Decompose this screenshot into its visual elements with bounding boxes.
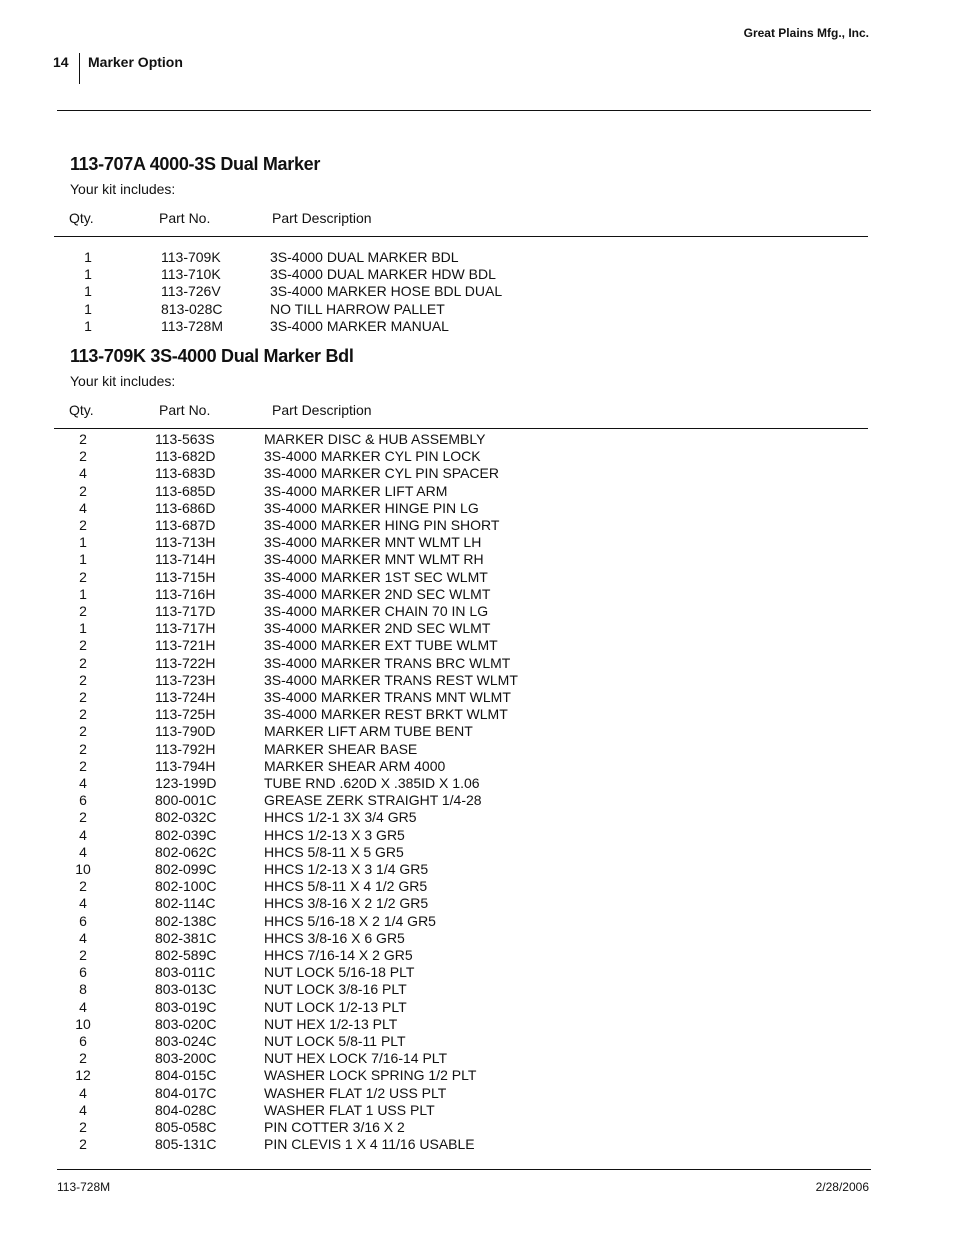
header-rule — [57, 110, 871, 111]
part-number-cell: 804-028C — [155, 1101, 217, 1118]
part-number-cell: 113-716H — [155, 585, 216, 602]
table-row — [0, 620, 954, 637]
part-number-cell: 113-721H — [155, 637, 216, 654]
part-number-cell: 113-790D — [155, 723, 216, 740]
table-row — [0, 689, 954, 706]
description-cell: HHCS 5/16-18 X 2 1/4 GR5 — [264, 912, 436, 929]
description-cell: MARKER DISC & HUB ASSEMBLY — [264, 431, 486, 447]
part-number-cell: 113-685D — [155, 482, 216, 499]
description-cell: 3S-4000 MARKER TRANS BRC WLMT — [264, 654, 511, 671]
part-number-cell: 800-001C — [155, 792, 217, 809]
table-row — [0, 844, 954, 861]
part-number-cell: 123-199D — [155, 775, 217, 791]
page-number: 14 — [53, 54, 69, 70]
footer-rule — [57, 1169, 871, 1170]
kit-intro: Your kit includes: — [70, 181, 176, 197]
part-number-cell: 803-200C — [155, 1050, 217, 1067]
table-row — [0, 809, 954, 826]
table-row — [0, 775, 954, 792]
qty-cell: 2 — [79, 482, 87, 499]
part-number-cell: 802-138C — [155, 912, 217, 929]
qty-cell: 1 — [84, 317, 92, 334]
table-row — [0, 655, 954, 672]
part-number-cell: 113-717H — [155, 620, 216, 637]
table-header-rule — [54, 428, 868, 429]
part-number-cell: 802-114C — [155, 895, 216, 912]
description-cell: HHCS 1/2-13 X 3 1/4 GR5 — [264, 861, 429, 877]
description-cell: WASHER LOCK SPRING 1/2 PLT — [264, 1067, 477, 1084]
description-cell: HHCS 5/8-11 X 4 1/2 GR5 — [264, 878, 428, 895]
table-row — [0, 827, 954, 844]
description-cell: NUT HEX 1/2-13 PLT — [264, 1015, 398, 1032]
table-row — [0, 1067, 954, 1084]
part-number-cell: 802-381C — [155, 929, 217, 946]
part-number-cell: 113-715H — [155, 568, 216, 585]
table-row — [0, 792, 954, 809]
part-number-cell: 803-011C — [155, 964, 216, 981]
part-no-column-header: Part No. — [159, 210, 211, 226]
section-title: Marker Option — [88, 54, 183, 70]
qty-cell: 6 — [79, 1033, 87, 1049]
description-cell: NUT LOCK 5/8-11 PLT — [264, 1033, 406, 1049]
table-row — [0, 741, 954, 758]
description-cell: HHCS 7/16-14 X 2 GR5 — [264, 947, 413, 963]
qty-cell: 1 — [79, 534, 87, 551]
table-row — [0, 448, 954, 465]
table-row — [0, 930, 954, 947]
qty-cell: 2 — [79, 654, 87, 671]
table-row — [0, 551, 954, 568]
table-row — [0, 913, 954, 930]
description-cell: 3S-4000 MARKER 2ND SEC WLMT — [264, 620, 491, 637]
part-number-cell: 113-728M — [161, 317, 224, 334]
part-number-cell: 113-563S — [155, 431, 215, 447]
part-number-cell: 113-714H — [155, 551, 216, 568]
qty-cell: 12 — [75, 1067, 91, 1084]
table-row — [0, 981, 954, 998]
qty-cell: 2 — [79, 671, 87, 688]
description-cell: 3S-4000 MARKER MNT WLMT RH — [264, 551, 484, 568]
qty-cell: 2 — [79, 740, 87, 757]
part-number-cell: 113-717D — [155, 603, 216, 619]
table-row — [0, 431, 954, 448]
description-cell: GREASE ZERK STRAIGHT 1/4-28 — [264, 792, 482, 809]
table-header-rule — [54, 236, 868, 237]
description-cell: PIN COTTER 3/16 X 2 — [264, 1119, 405, 1135]
part-number-cell: 113-682D — [155, 448, 216, 465]
part-number-cell: 803-013C — [155, 981, 217, 998]
table-row — [0, 569, 954, 586]
part-number-cell: 113-794H — [155, 757, 216, 774]
table-row — [0, 1033, 954, 1050]
header-divider — [79, 53, 80, 84]
description-cell: 3S-4000 DUAL MARKER HDW BDL — [270, 266, 496, 283]
qty-cell: 4 — [79, 826, 87, 843]
description-cell: 3S-4000 MARKER CYL PIN SPACER — [264, 465, 499, 482]
part-number-cell: 803-020C — [155, 1015, 217, 1032]
part-number-cell: 802-039C — [155, 826, 217, 843]
description-cell: 3S-4000 MARKER CYL PIN LOCK — [264, 448, 481, 465]
table-row — [0, 878, 954, 895]
qty-cell: 4 — [79, 998, 87, 1015]
qty-cell: 2 — [79, 637, 87, 654]
description-cell: HHCS 1/2-1 3X 3/4 GR5 — [264, 809, 417, 826]
table-row — [0, 706, 954, 723]
qty-cell: 4 — [79, 929, 87, 946]
description-cell: NO TILL HARROW PALLET — [270, 300, 445, 317]
table-row — [0, 465, 954, 482]
company-name: Great Plains Mfg., Inc. — [743, 26, 869, 40]
description-cell: HHCS 1/2-13 X 3 GR5 — [264, 826, 405, 843]
table-row — [0, 1119, 954, 1136]
description-cell: 3S-4000 MARKER MANUAL — [270, 317, 449, 334]
description-cell: HHCS 3/8-16 X 6 GR5 — [264, 929, 405, 946]
table-row — [0, 517, 954, 534]
qty-cell: 2 — [79, 757, 87, 774]
qty-cell: 2 — [79, 723, 87, 740]
description-cell: MARKER SHEAR ARM 4000 — [264, 757, 446, 774]
description-cell: 3S-4000 MARKER HING PIN SHORT — [264, 517, 500, 533]
description-cell: 3S-4000 MARKER MNT WLMT LH — [264, 534, 482, 551]
table-row — [0, 1016, 954, 1033]
qty-cell: 2 — [79, 1050, 87, 1067]
description-cell: HHCS 5/8-11 X 5 GR5 — [264, 843, 404, 860]
qty-cell: 2 — [79, 1136, 87, 1153]
qty-cell: 2 — [79, 448, 87, 465]
table-row — [0, 318, 954, 335]
description-cell: MARKER LIFT ARM TUBE BENT — [264, 723, 473, 740]
description-cell: 3S-4000 MARKER HOSE BDL DUAL — [270, 283, 503, 300]
description-cell: WASHER FLAT 1/2 USS PLT — [264, 1084, 447, 1101]
kit-intro: Your kit includes: — [70, 373, 176, 389]
part-number-cell: 802-589C — [155, 947, 217, 963]
description-cell: NUT LOCK 1/2-13 PLT — [264, 998, 407, 1015]
description-cell: TUBE RND .620D X .385ID X 1.06 — [264, 775, 480, 791]
description-cell: NUT HEX LOCK 7/16-14 PLT — [264, 1050, 448, 1067]
description-cell: 3S-4000 MARKER REST BRKT WLMT — [264, 706, 508, 723]
qty-cell: 2 — [79, 431, 87, 447]
qty-cell: 10 — [75, 861, 91, 877]
part-number-cell: 113-710K — [161, 266, 221, 283]
description-cell: WASHER FLAT 1 USS PLT — [264, 1101, 435, 1118]
qty-cell: 4 — [79, 1101, 87, 1118]
qty-cell: 2 — [79, 603, 87, 619]
part-number-cell: 804-017C — [155, 1084, 217, 1101]
part-number-cell: 113-713H — [155, 534, 216, 551]
description-cell: 3S-4000 MARKER TRANS MNT WLMT — [264, 689, 511, 705]
table-row — [0, 586, 954, 603]
part-no-column-header: Part No. — [159, 402, 211, 418]
qty-cell: 1 — [79, 585, 87, 602]
qty-cell: 2 — [79, 809, 87, 826]
table-row — [0, 1136, 954, 1153]
table-row — [0, 603, 954, 620]
table-row — [0, 1050, 954, 1067]
qty-cell: 6 — [79, 912, 87, 929]
table-row — [0, 895, 954, 912]
part-number-cell: 113-726V — [161, 283, 221, 300]
table-row — [0, 1102, 954, 1119]
qty-cell: 2 — [79, 568, 87, 585]
table-row — [0, 861, 954, 878]
kit-title: 113-707A 4000-3S Dual Marker — [70, 154, 321, 174]
qty-cell: 1 — [84, 283, 92, 300]
table-row — [0, 947, 954, 964]
part-number-cell: 802-100C — [155, 878, 217, 895]
description-cell: 3S-4000 MARKER CHAIN 70 IN LG — [264, 603, 489, 619]
qty-cell: 4 — [79, 895, 87, 912]
table-row — [0, 301, 954, 318]
qty-cell: 2 — [79, 706, 87, 723]
description-cell: 3S-4000 MARKER 2ND SEC WLMT — [264, 585, 491, 602]
table-row — [0, 500, 954, 517]
description-column-header: Part Description — [272, 402, 372, 418]
qty-cell: 4 — [79, 775, 87, 791]
table-row — [0, 1085, 954, 1102]
description-cell: 3S-4000 MARKER TRANS REST WLMT — [264, 671, 518, 688]
part-number-cell: 113-709K — [161, 249, 221, 265]
qty-column-header: Qty. — [69, 210, 94, 226]
part-number-cell: 113-687D — [155, 517, 216, 533]
description-column-header: Part Description — [272, 210, 372, 226]
qty-cell: 2 — [79, 947, 87, 963]
part-number-cell: 802-062C — [155, 843, 217, 860]
qty-cell: 1 — [79, 551, 87, 568]
table-row — [0, 723, 954, 740]
table-row — [0, 672, 954, 689]
part-number-cell: 813-028C — [161, 300, 223, 317]
table-row — [0, 637, 954, 654]
description-cell: 3S-4000 MARKER 1ST SEC WLMT — [264, 568, 488, 585]
part-number-cell: 113-792H — [155, 740, 216, 757]
part-number-cell: 805-058C — [155, 1119, 217, 1135]
kit-title: 113-709K 3S-4000 Dual Marker Bdl — [70, 346, 354, 366]
description-cell: PIN CLEVIS 1 X 4 11/16 USABLE — [264, 1136, 475, 1153]
table-row — [0, 249, 954, 266]
description-cell: MARKER SHEAR BASE — [264, 740, 418, 757]
part-number-cell: 803-019C — [155, 998, 217, 1015]
qty-cell: 2 — [79, 1119, 87, 1135]
part-number-cell: 113-723H — [155, 671, 216, 688]
description-cell: 3S-4000 MARKER EXT TUBE WLMT — [264, 637, 498, 654]
table-row — [0, 483, 954, 500]
table-row — [0, 964, 954, 981]
qty-cell: 4 — [79, 843, 87, 860]
qty-cell: 2 — [79, 689, 87, 705]
table-row — [0, 999, 954, 1016]
document-date: 2/28/2006 — [815, 1180, 869, 1194]
qty-cell: 10 — [75, 1015, 91, 1032]
qty-cell: 4 — [79, 465, 87, 482]
part-number-cell: 805-131C — [155, 1136, 217, 1153]
description-cell: NUT LOCK 5/16-18 PLT — [264, 964, 415, 981]
part-number-cell: 113-686D — [155, 499, 216, 516]
table-row — [0, 283, 954, 300]
description-cell: 3S-4000 MARKER LIFT ARM — [264, 482, 448, 499]
qty-cell: 2 — [79, 878, 87, 895]
description-cell: HHCS 3/8-16 X 2 1/2 GR5 — [264, 895, 429, 912]
part-number-cell: 802-032C — [155, 809, 217, 826]
table-row — [0, 266, 954, 283]
part-number-cell: 113-722H — [155, 654, 216, 671]
qty-cell: 1 — [84, 300, 92, 317]
part-number-cell: 113-725H — [155, 706, 216, 723]
part-number-cell: 113-683D — [155, 465, 216, 482]
description-cell: 3S-4000 DUAL MARKER BDL — [270, 249, 459, 265]
qty-cell: 4 — [79, 1084, 87, 1101]
qty-cell: 6 — [79, 792, 87, 809]
qty-cell: 2 — [79, 517, 87, 533]
qty-column-header: Qty. — [69, 402, 94, 418]
qty-cell: 6 — [79, 964, 87, 981]
qty-cell: 4 — [79, 499, 87, 516]
qty-cell: 1 — [84, 266, 92, 283]
table-row — [0, 534, 954, 551]
part-number-cell: 803-024C — [155, 1033, 217, 1049]
qty-cell: 8 — [79, 981, 87, 998]
qty-cell: 1 — [79, 620, 87, 637]
part-number-cell: 804-015C — [155, 1067, 217, 1084]
part-number-cell: 802-099C — [155, 861, 217, 877]
part-number-cell: 113-724H — [155, 689, 216, 705]
qty-cell: 1 — [84, 249, 92, 265]
table-row — [0, 758, 954, 775]
description-cell: NUT LOCK 3/8-16 PLT — [264, 981, 407, 998]
description-cell: 3S-4000 MARKER HINGE PIN LG — [264, 499, 479, 516]
document-number: 113-728M — [57, 1180, 111, 1194]
